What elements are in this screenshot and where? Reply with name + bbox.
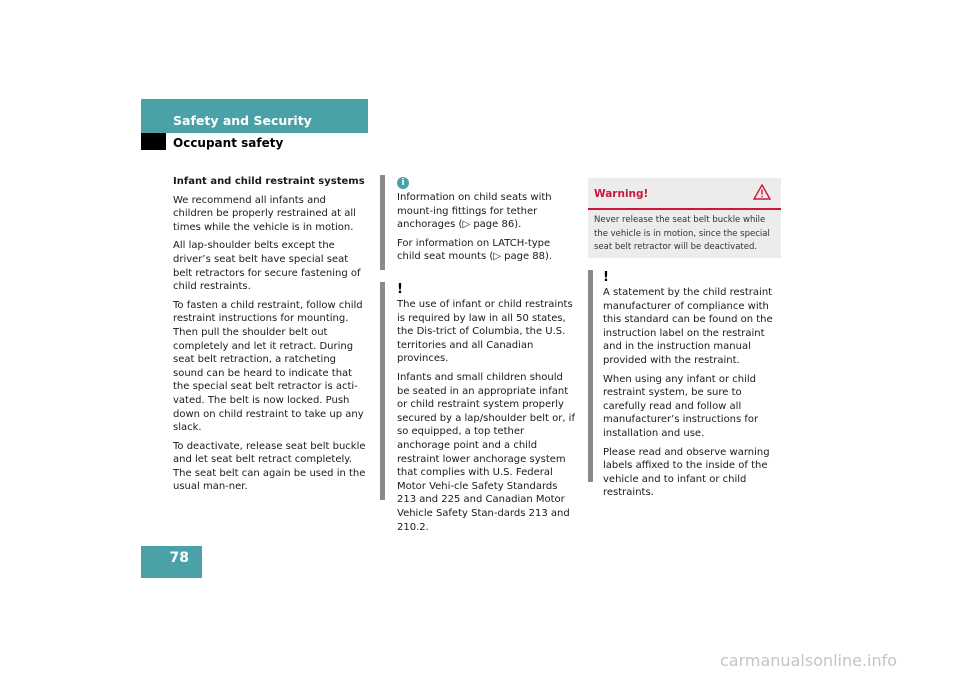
warning-title: Warning!	[594, 188, 649, 200]
note-paragraph: Infants and small children should be seated in an appropriate infant or child restraint system properly secured by a lap/shoulder belt or, if so equipped, a top tether anchorage point and a child restraint lower anchorage system that complies with U.S. Federal Motor Vehi-cle Safety Standards 213 and 225 and Canadian Motor Vehicle Safety Stan-dards 213 and 210.2.	[397, 371, 575, 533]
caution-note	[603, 271, 785, 505]
note-paragraph: Please read and observe warning labels affixed to the inside of the vehicle and to infant or child restraints.	[603, 446, 770, 499]
note-paragraph: For information on LATCH-type child seat mounts (▷ page 88).	[397, 237, 553, 263]
main-column	[173, 175, 368, 499]
warning-box	[588, 178, 781, 258]
subsection-title: Occupant safety	[173, 136, 284, 150]
warning-divider	[588, 208, 781, 210]
warning-text: Never release the seat belt buckle while the vehicle is in motion, since the special seat belt retractor will be deactivated.	[594, 215, 770, 252]
caution-note	[397, 283, 577, 539]
note-paragraph: When using any infant or child restraint system, be sure to carefully read and follow all manufacturer’s instructions for installation and use.	[603, 373, 759, 439]
note-paragraph: A statement by the child restraint manufacturer of compliance with this standard can be found on the instruction label on the restraint and in the instruction manual provided with the restraint.	[603, 287, 773, 366]
note-paragraph: The use of infant or child restraints is required by law in all 50 states, the Dis-trict of Columbia, the U.S. territories and all Canadian provinces.	[397, 299, 573, 365]
exclamation-icon: !	[397, 282, 403, 297]
info-note	[397, 177, 577, 269]
warning-triangle-icon	[753, 184, 771, 200]
footer-watermark: carmanualsonline.info	[720, 651, 898, 670]
paragraph: To fasten a child restraint, follow child restraint instructions for mounting. Then pull the shoulder belt out completely and let it retract. During seat belt retraction, a ratcheting sound can be heard to indicate that the special seat belt retractor is acti-vated. The belt is now locked. Push down on child restraint to take up any slack.	[173, 299, 364, 434]
section-tab-marker	[141, 133, 166, 150]
paragraph: To deactivate, release seat belt buckle and let seat belt retract completely. The seat belt can again be used in the usual man-ner.	[173, 440, 366, 493]
section-title: Safety and Security	[173, 113, 312, 128]
note-bar	[380, 282, 385, 500]
info-icon: i	[397, 177, 409, 189]
note-paragraph: Information on child seats with mount-ing fittings for tether anchorages (▷ page 86).	[397, 192, 552, 231]
exclamation-icon: !	[603, 270, 609, 285]
note-bar	[380, 175, 385, 270]
note-bar	[588, 270, 593, 482]
page-number: 78	[141, 546, 202, 578]
paragraph: We recommend all infants and children be properly restrained at all times while the vehicle is in motion.	[173, 194, 356, 233]
paragraph: All lap-shoulder belts except the driver’s seat belt have special seat belt retractors for secure fastening of child restraints.	[173, 240, 361, 293]
section-heading: Infant and child restraint systems	[173, 176, 365, 187]
